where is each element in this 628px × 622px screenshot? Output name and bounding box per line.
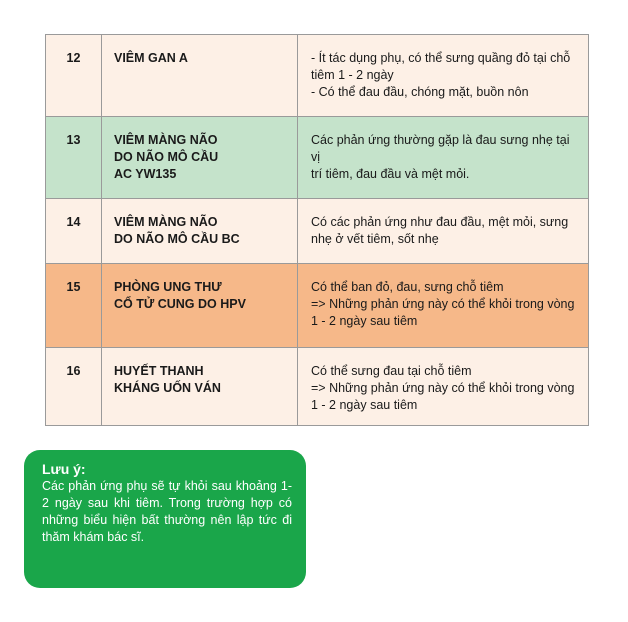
vaccine-name: VIÊM MÀNG NÃO DO NÃO MÔ CẦU BC [102, 199, 298, 264]
vaccine-name: VIÊM GAN A [102, 35, 298, 117]
table-row [46, 348, 589, 426]
table-row [46, 117, 589, 199]
side-effects: - Ít tác dụng phụ, có thể sưng quầng đỏ tại chỗ tiêm 1 - 2 ngày - Có thể đau đầu, chóng mặt, buồn nôn [298, 35, 589, 117]
side-effects: Có thể sưng đau tại chỗ tiêm => Những phản ứng này có thể khỏi trong vòng 1 - 2 ngày sau tiêm [298, 348, 589, 426]
table-row [46, 35, 589, 117]
row-number: 12 [46, 35, 102, 117]
note-text: Các phản ứng phụ sẽ tự khỏi sau khoảng 1-2 ngày sau khi tiêm. Trong trường hợp có những biểu hiện bất thường nên lập tức đi thăm khám bác sĩ. [42, 479, 292, 544]
note-title: Lưu ý: [42, 461, 86, 477]
vaccine-name: HUYẾT THANH KHÁNG UỐN VÁN [102, 348, 298, 426]
table-row [46, 199, 589, 264]
row-number: 13 [46, 117, 102, 199]
row-number: 14 [46, 199, 102, 264]
row-number: 16 [46, 348, 102, 426]
side-effects: Có thể ban đỏ, đau, sưng chỗ tiêm => Những phản ứng này có thể khỏi trong vòng 1 - 2 ngày sau tiêm [298, 264, 589, 348]
side-effects: Có các phản ứng như đau đầu, mệt mỏi, sưng nhẹ ở vết tiêm, sốt nhẹ [298, 199, 589, 264]
note-box [24, 450, 306, 588]
vaccine-name: PHÒNG UNG THƯ CỔ TỬ CUNG DO HPV [102, 264, 298, 348]
vaccine-name: VIÊM MÀNG NÃO DO NÃO MÔ CẦU AC YW135 [102, 117, 298, 199]
table-row [46, 264, 589, 348]
row-number: 15 [46, 264, 102, 348]
vaccine-table [45, 34, 589, 426]
side-effects: Các phản ứng thường gặp là đau sưng nhẹ tại vị trí tiêm, đau đầu và mệt mỏi. [298, 117, 589, 199]
